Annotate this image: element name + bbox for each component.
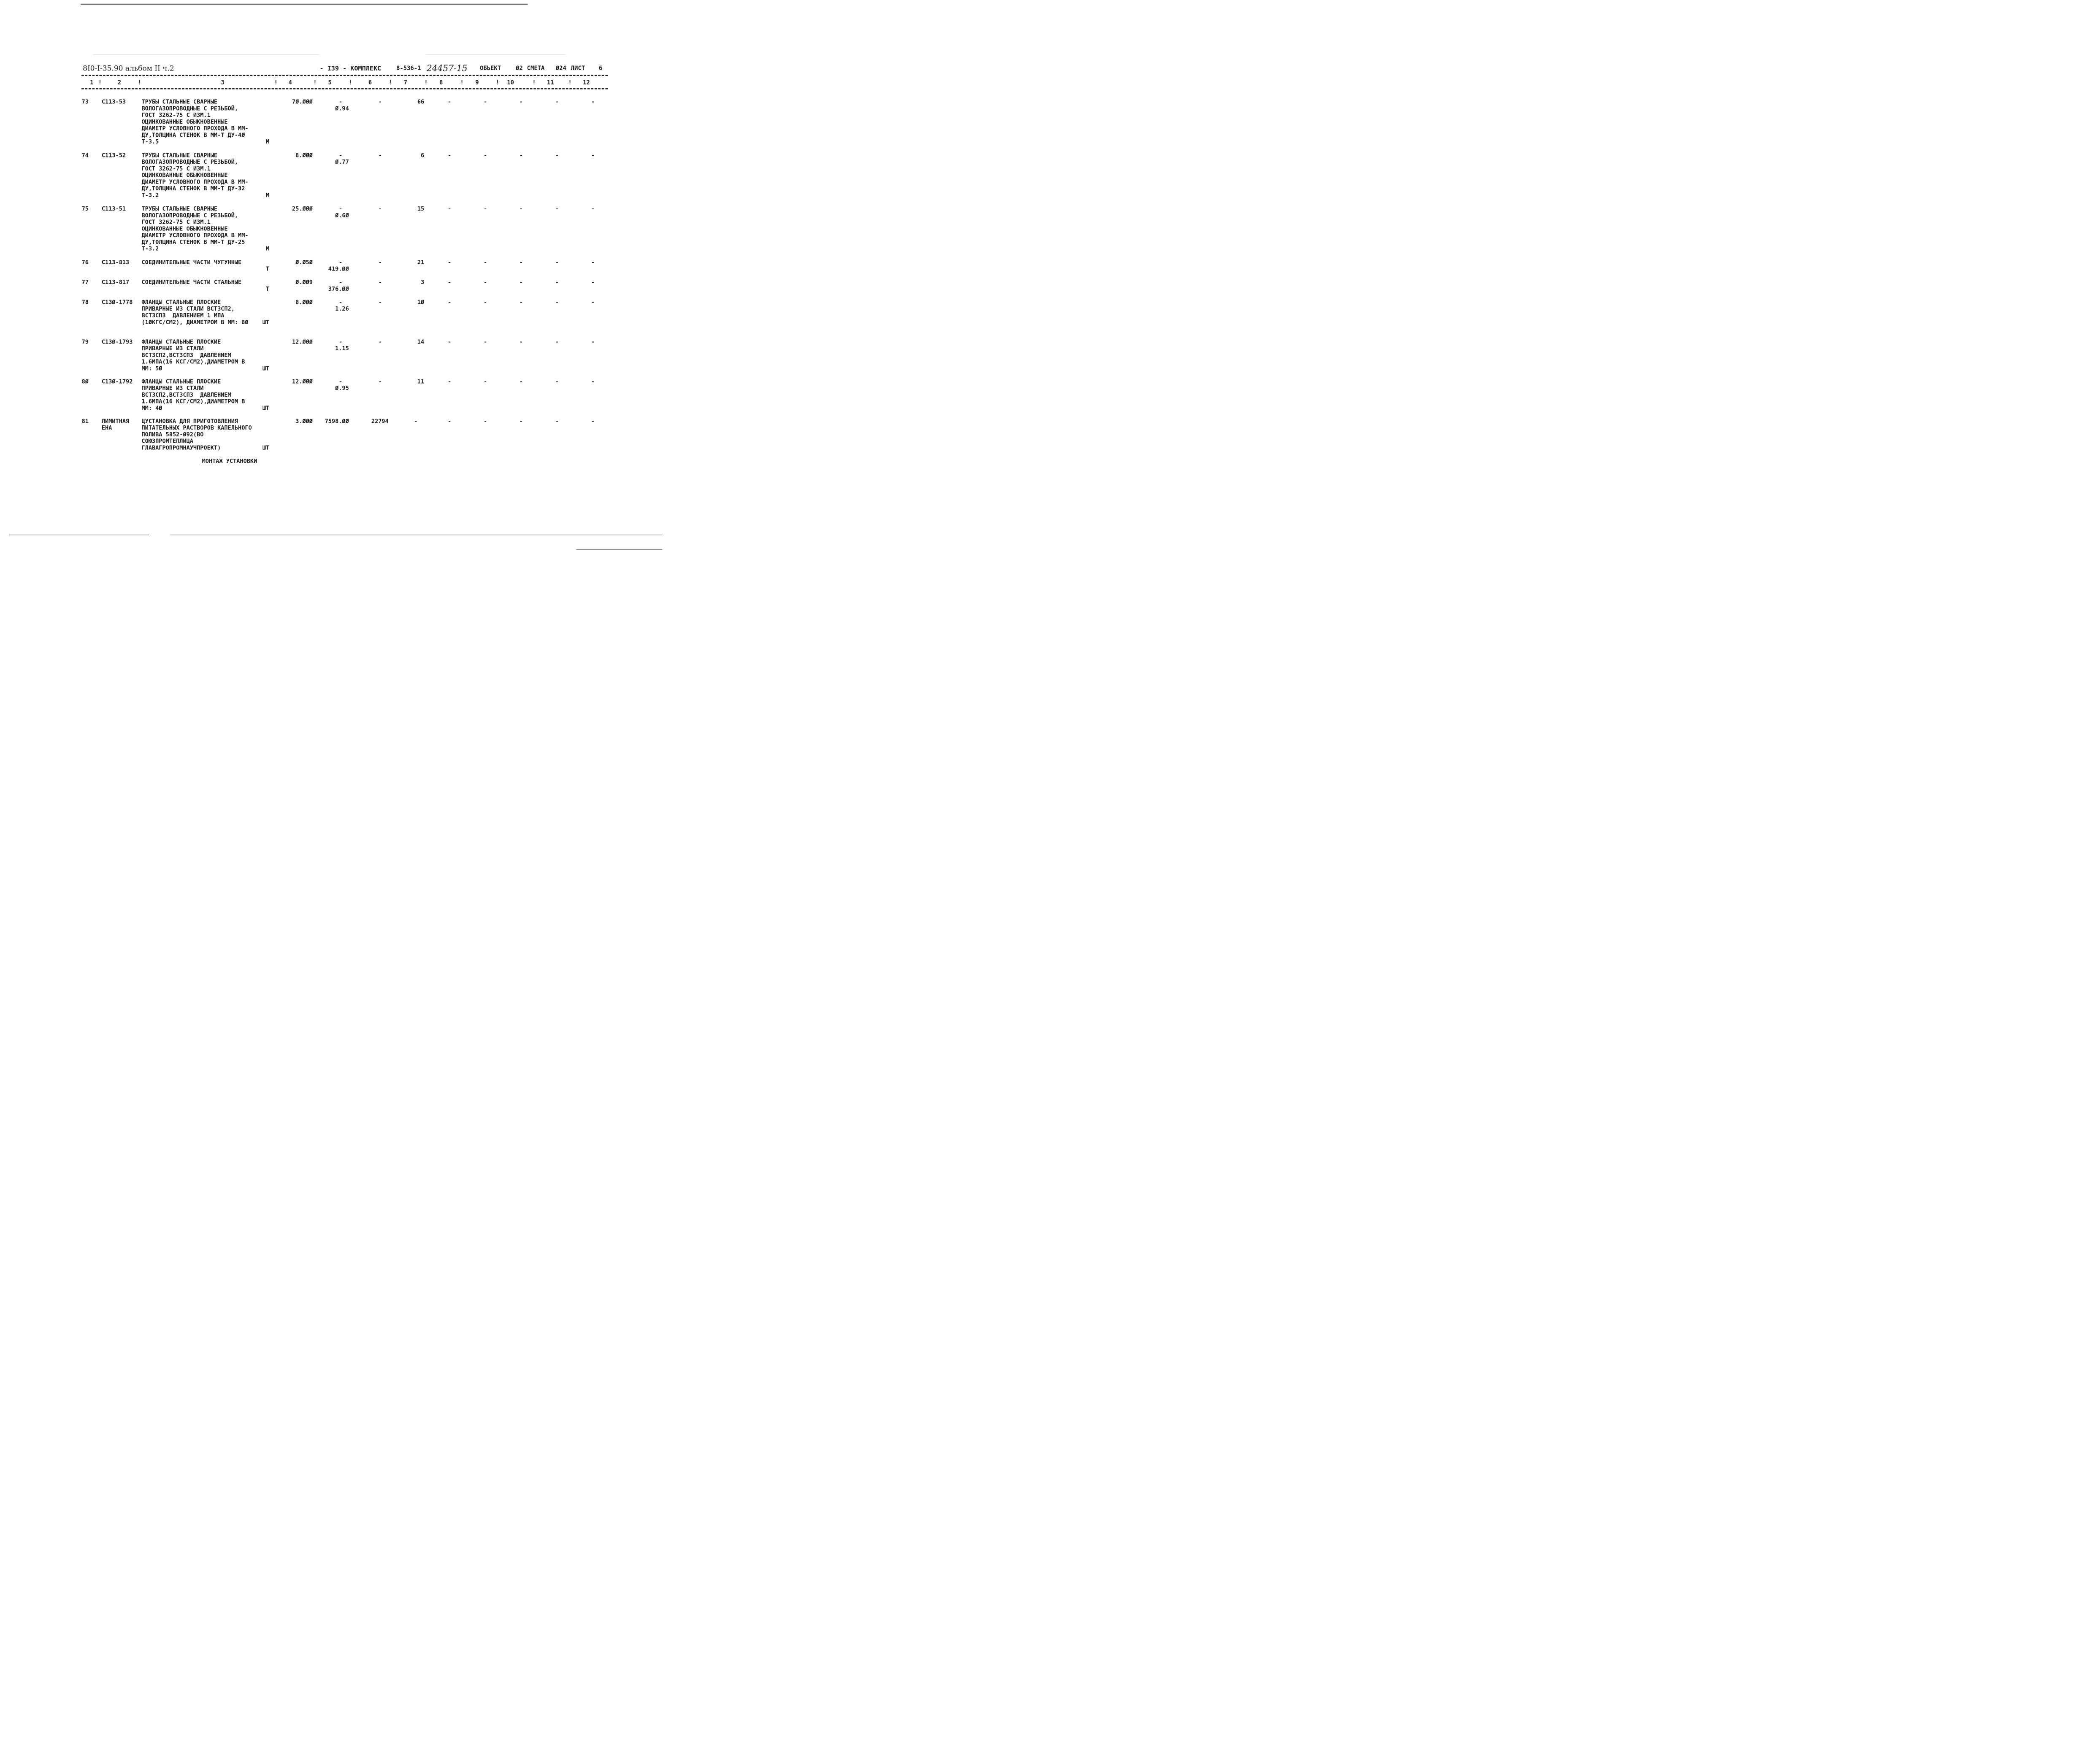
row-description-line: ДИАМЕТР УСЛОВНОГО ПРОХОДА В ММ- bbox=[141, 179, 249, 185]
row-quantity: 8.ØØØ bbox=[295, 152, 313, 159]
row-unit: ШТ bbox=[262, 444, 270, 451]
row-description-line: ОЦИНКОВАННЫЕ ОБЫКНОВЕННЫЕ bbox=[141, 118, 228, 125]
row-description-line: ПИТАТЕЛЬНЫХ РАСТВОРОВ КАПЕЛЬНОГО bbox=[141, 424, 252, 431]
row-col-8: - bbox=[448, 299, 452, 306]
row-col-8: - bbox=[448, 279, 452, 286]
row-col-12: - bbox=[591, 259, 595, 266]
row-description-line: ВОЛОГАЗОПРОВОДНЫЕ С РЕЗЬБОЙ, bbox=[141, 105, 238, 112]
row-unit: М bbox=[266, 138, 270, 145]
row-col-12: - bbox=[591, 205, 595, 212]
row-number: 74 bbox=[81, 152, 89, 159]
column-separator: ! bbox=[349, 79, 353, 86]
sheet-value: 6 bbox=[598, 65, 603, 72]
column-header: 4 bbox=[288, 79, 292, 86]
row-col-10: - bbox=[519, 152, 523, 159]
row-description-line: ФЛАНЦЫ СТАЛЬНЫЕ ПЛОСКИЕ bbox=[141, 378, 221, 385]
row-col-12: - bbox=[591, 279, 595, 286]
row-description-line: 1.6МПА(16 КСГ/СМ2),ДИАМЕТРОМ В bbox=[141, 398, 245, 405]
row-col-11: - bbox=[555, 259, 559, 266]
sheet-label: ЛИСТ bbox=[571, 65, 585, 72]
row-description-line: ОЦИНКОВАННЫЕ ОБЫКНОВЕННЫЕ bbox=[141, 172, 228, 179]
row-unit-price: - bbox=[338, 378, 342, 385]
row-total-cost: 22794 bbox=[371, 418, 389, 425]
row-unit-price: - bbox=[338, 299, 342, 306]
column-header: 10 bbox=[507, 79, 514, 86]
row-description-line: ВСТ3СП2,ВСТ3СП3 ДАВЛЕНИЕМ bbox=[141, 391, 231, 398]
column-header: 12 bbox=[583, 79, 590, 86]
row-unit-price: - bbox=[338, 279, 342, 286]
row-description-line: ПОЛИВА 5852-Ø92(ВО bbox=[141, 431, 204, 438]
row-unit-price: Ø.6Ø bbox=[335, 212, 349, 219]
row-description-line: ВСТ3СП2,ВСТ3СП3 ДАВЛЕНИЕМ bbox=[141, 352, 231, 359]
row-col-11: - bbox=[555, 418, 559, 425]
row-unit-price: Ø.77 bbox=[335, 158, 349, 165]
row-col-7: 11 bbox=[417, 378, 425, 385]
row-col-11: - bbox=[555, 299, 559, 306]
row-total-cost: - bbox=[378, 299, 382, 306]
column-separator: ! bbox=[138, 79, 141, 86]
column-separator: ! bbox=[388, 79, 392, 86]
row-description-line: ЦУСТАНОВКА ДЛЯ ПРИГОТОВЛЕНИЯ bbox=[141, 418, 238, 425]
column-header: 7 bbox=[403, 79, 408, 86]
column-header: 9 bbox=[475, 79, 479, 86]
row-col-8: - bbox=[448, 98, 452, 105]
footer-note: МОНТАЖ УСТАНОВКИ bbox=[202, 457, 257, 465]
row-unit-price: 7598.ØØ bbox=[325, 418, 349, 425]
column-header: 1 bbox=[90, 79, 94, 86]
row-unit-price: Ø.94 bbox=[335, 105, 349, 112]
code-label: 8-536-1 bbox=[396, 65, 421, 72]
scan-artifact bbox=[93, 54, 319, 55]
row-col-7: 21 bbox=[417, 259, 425, 266]
column-header: 3 bbox=[221, 79, 225, 86]
row-col-12: - bbox=[591, 299, 595, 306]
column-header-row bbox=[0, 78, 662, 87]
row-description-line: ДИАМЕТР УСЛОВНОГО ПРОХОДА В ММ- bbox=[141, 125, 249, 132]
estimate-label: СМЕТА bbox=[527, 65, 545, 72]
row-description-line: ФЛАНЦЫ СТАЛЬНЫЕ ПЛОСКИЕ bbox=[141, 338, 221, 345]
row-number: 78 bbox=[81, 299, 89, 306]
row-unit: ШТ bbox=[262, 405, 270, 411]
row-total-cost: - bbox=[378, 338, 382, 345]
row-total-cost: - bbox=[378, 279, 382, 286]
row-quantity: 7Ø.ØØØ bbox=[292, 98, 313, 105]
estimate-value: Ø24 bbox=[555, 65, 566, 72]
row-description-line: ДИАМЕТР УСЛОВНОГО ПРОХОДА В ММ- bbox=[141, 232, 249, 239]
row-number: 77 bbox=[81, 279, 89, 286]
row-col-10: - bbox=[519, 98, 523, 105]
row-col-8: - bbox=[448, 205, 452, 212]
row-col-10: - bbox=[519, 418, 523, 425]
row-total-cost: - bbox=[378, 205, 382, 212]
row-total-cost: - bbox=[378, 378, 382, 385]
row-col-10: - bbox=[519, 259, 523, 266]
object-label: ОБЬЕКТ bbox=[480, 65, 501, 72]
row-col-8: - bbox=[448, 259, 452, 266]
column-header: 5 bbox=[328, 79, 332, 86]
row-col-9: - bbox=[484, 279, 487, 286]
row-total-cost: - bbox=[378, 152, 382, 159]
row-description-line: ТРУБЫ СТАЛЬНЫЕ СВАРНЫЕ bbox=[141, 98, 218, 105]
row-description-line: ММ: 5Ø bbox=[141, 365, 162, 372]
row-description-line: ВОЛОГАЗОПРОВОДНЫЕ С РЕЗЬБОЙ, bbox=[141, 212, 238, 219]
row-unit-price: Ø.95 bbox=[335, 384, 349, 392]
row-unit-price: 1.15 bbox=[335, 345, 349, 352]
row-code: ЕНА bbox=[101, 424, 112, 431]
row-description-line: (1ØКГС/СМ2), ДИАМЕТРОМ В ММ: 8Ø bbox=[141, 319, 249, 326]
row-col-8: - bbox=[448, 378, 452, 385]
row-quantity: 12.ØØØ bbox=[292, 338, 313, 345]
row-code: ЛИМИТНАЯ bbox=[101, 418, 130, 425]
sheet-header bbox=[0, 64, 662, 73]
row-number: 79 bbox=[81, 338, 89, 345]
header-divider bbox=[81, 75, 608, 76]
row-col-9: - bbox=[484, 299, 487, 306]
row-description-line: ВСТ3СП3 ДАВЛЕНИЕМ 1 МПА bbox=[141, 312, 225, 319]
row-col-12: - bbox=[591, 152, 595, 159]
row-description-line: ГОСТ 3262-75 С ИЗМ.1 bbox=[141, 165, 211, 172]
row-description-line: ПРИВАРНЫЕ ИЗ СТАЛИ ВСТ3СП2, bbox=[141, 305, 235, 312]
row-col-7: 15 bbox=[417, 205, 425, 212]
column-separator: ! bbox=[313, 79, 317, 86]
row-col-7: 66 bbox=[417, 98, 425, 105]
row-description-line: ГОСТ 3262-75 С ИЗМ.1 bbox=[141, 111, 211, 119]
row-col-9: - bbox=[484, 378, 487, 385]
column-separator: ! bbox=[568, 79, 572, 86]
row-code: С113-817 bbox=[101, 279, 130, 286]
row-col-12: - bbox=[591, 418, 595, 425]
row-description-line: ДУ,ТОЛЩИНА СТЕНОК В ММ-Т ДУ-4Ø bbox=[141, 132, 245, 138]
row-col-10: - bbox=[519, 378, 523, 385]
row-description-line: Т-3.2 bbox=[141, 245, 159, 252]
row-description-line: ГОСТ 3262-75 С ИЗМ.1 bbox=[141, 219, 211, 226]
row-col-11: - bbox=[555, 279, 559, 286]
row-col-11: - bbox=[555, 152, 559, 159]
handwritten-number: 24457-15 bbox=[426, 63, 468, 73]
row-unit: М bbox=[266, 192, 270, 199]
row-total-cost: - bbox=[378, 98, 382, 105]
row-col-11: - bbox=[555, 98, 559, 105]
column-header-divider bbox=[81, 88, 608, 89]
row-col-9: - bbox=[484, 152, 487, 159]
row-col-9: - bbox=[484, 259, 487, 266]
column-separator: ! bbox=[495, 79, 500, 86]
row-unit-price: - bbox=[338, 338, 342, 345]
row-description-line: ПРИВАРНЫЕ ИЗ СТАЛИ bbox=[141, 345, 204, 352]
row-quantity: Ø.ØØ9 bbox=[295, 279, 313, 286]
row-code: С13Ø-1778 bbox=[101, 299, 133, 306]
row-description-line: СОЕДИНИТЕЛЬНЫЕ ЧАСТИ СТАЛЬНЫЕ bbox=[141, 279, 242, 286]
row-unit-price: - bbox=[338, 259, 342, 266]
row-unit: ШТ bbox=[262, 319, 270, 326]
row-col-10: - bbox=[519, 299, 523, 306]
row-description-line: ТРУБЫ СТАЛЬНЫЕ СВАРНЫЕ bbox=[141, 205, 218, 212]
column-separator: ! bbox=[274, 79, 278, 86]
row-unit: Т bbox=[266, 265, 270, 273]
row-col-11: - bbox=[555, 378, 559, 385]
row-quantity: 12.ØØØ bbox=[292, 378, 313, 385]
row-col-10: - bbox=[519, 205, 523, 212]
row-code: С113-53 bbox=[101, 98, 126, 105]
row-col-7: - bbox=[414, 418, 418, 425]
bottom-edge-line bbox=[576, 549, 662, 550]
row-description-line: 1.6МПА(16 КСГ/СМ2),ДИАМЕТРОМ В bbox=[141, 358, 245, 365]
row-description-line: Т-3.2 bbox=[141, 192, 159, 199]
column-separator: ! bbox=[424, 79, 428, 86]
row-col-12: - bbox=[591, 378, 595, 385]
row-code: С113-813 bbox=[101, 259, 130, 266]
row-col-7: 1Ø bbox=[417, 299, 425, 306]
row-quantity: 8.ØØØ bbox=[295, 299, 313, 306]
row-code: С13Ø-1793 bbox=[101, 338, 133, 345]
row-number: 81 bbox=[81, 418, 89, 425]
estimate-sheet bbox=[0, 0, 662, 552]
row-description-line: ДУ,ТОЛЩИНА СТЕНОК В ММ-Т ДУ-32 bbox=[141, 185, 245, 192]
row-description-line: ОЦИНКОВАННЫЕ ОБЫКНОВЕННЫЕ bbox=[141, 225, 228, 232]
top-border bbox=[81, 4, 528, 5]
row-col-7: 14 bbox=[417, 338, 425, 345]
row-unit-price: 1.26 bbox=[335, 305, 349, 312]
row-description-line: ММ: 4Ø bbox=[141, 405, 162, 411]
row-col-7: 3 bbox=[421, 279, 425, 286]
row-code: С113-52 bbox=[101, 152, 126, 159]
row-unit-price: - bbox=[338, 205, 342, 212]
row-unit-price: 376.ØØ bbox=[328, 285, 349, 292]
row-unit-price: 419.ØØ bbox=[328, 265, 349, 273]
row-quantity: 25.ØØØ bbox=[292, 205, 313, 212]
column-separator: ! bbox=[460, 79, 464, 86]
column-header: 2 bbox=[117, 79, 122, 86]
column-header: 6 bbox=[368, 79, 372, 86]
row-number: 75 bbox=[81, 205, 89, 212]
row-col-10: - bbox=[519, 279, 523, 286]
row-col-11: - bbox=[555, 205, 559, 212]
row-description-line: Т-3.5 bbox=[141, 138, 159, 145]
row-col-11: - bbox=[555, 338, 559, 345]
row-number: 73 bbox=[81, 98, 89, 105]
row-unit: ШТ bbox=[262, 365, 270, 372]
row-number: 8Ø bbox=[81, 378, 89, 385]
row-description-line: ВОЛОГАЗОПРОВОДНЫЕ С РЕЗЬБОЙ, bbox=[141, 158, 238, 165]
object-value: Ø2 bbox=[516, 65, 523, 72]
row-description-line: СОЕДИНИТЕЛЬНЫЕ ЧАСТИ ЧУГУННЫЕ bbox=[141, 259, 242, 266]
row-number: 76 bbox=[81, 259, 89, 266]
row-total-cost: - bbox=[378, 259, 382, 266]
row-description-line: ТРУБЫ СТАЛЬНЫЕ СВАРНЫЕ bbox=[141, 152, 218, 159]
row-col-8: - bbox=[448, 338, 452, 345]
row-col-12: - bbox=[591, 338, 595, 345]
scan-artifact bbox=[426, 54, 566, 55]
column-separator: ! bbox=[532, 79, 536, 86]
row-quantity: 3.ØØØ bbox=[295, 418, 313, 425]
row-col-10: - bbox=[519, 338, 523, 345]
column-separator: ! bbox=[98, 79, 102, 86]
row-description-line: ПРИВАРНЫЕ ИЗ СТАЛИ bbox=[141, 384, 204, 392]
row-unit-price: - bbox=[338, 152, 342, 159]
complex-label: - I39 - КОМПЛЕКС bbox=[319, 64, 382, 72]
column-header: 8 bbox=[439, 79, 443, 86]
row-unit: М bbox=[266, 245, 270, 252]
row-col-9: - bbox=[484, 205, 487, 212]
column-header: 11 bbox=[547, 79, 554, 86]
row-col-9: - bbox=[484, 98, 487, 105]
row-col-8: - bbox=[448, 152, 452, 159]
row-unit-price: - bbox=[338, 98, 342, 105]
row-col-12: - bbox=[591, 98, 595, 105]
row-description-line: СОЮЗПРОМТЕПЛИЦА bbox=[141, 438, 193, 445]
row-description-line: ФЛАНЦЫ СТАЛЬНЫЕ ПЛОСКИЕ bbox=[141, 299, 221, 306]
row-col-7: 6 bbox=[421, 152, 425, 159]
album-title: 8I0-I-35.90 альбом II ч.2 bbox=[83, 64, 174, 73]
row-code: С13Ø-1792 bbox=[101, 378, 133, 385]
row-description-line: ГЛАВАГРОПРОМНАУЧПРОЕКТ) bbox=[141, 444, 221, 451]
row-unit: Т bbox=[266, 285, 270, 292]
row-col-9: - bbox=[484, 338, 487, 345]
row-col-8: - bbox=[448, 418, 452, 425]
row-code: С113-51 bbox=[101, 205, 126, 212]
row-quantity: Ø.Ø5Ø bbox=[295, 259, 313, 266]
row-description-line: ДУ,ТОЛЩИНА СТЕНОК В ММ-Т ДУ-25 bbox=[141, 238, 245, 246]
row-col-9: - bbox=[484, 418, 487, 425]
